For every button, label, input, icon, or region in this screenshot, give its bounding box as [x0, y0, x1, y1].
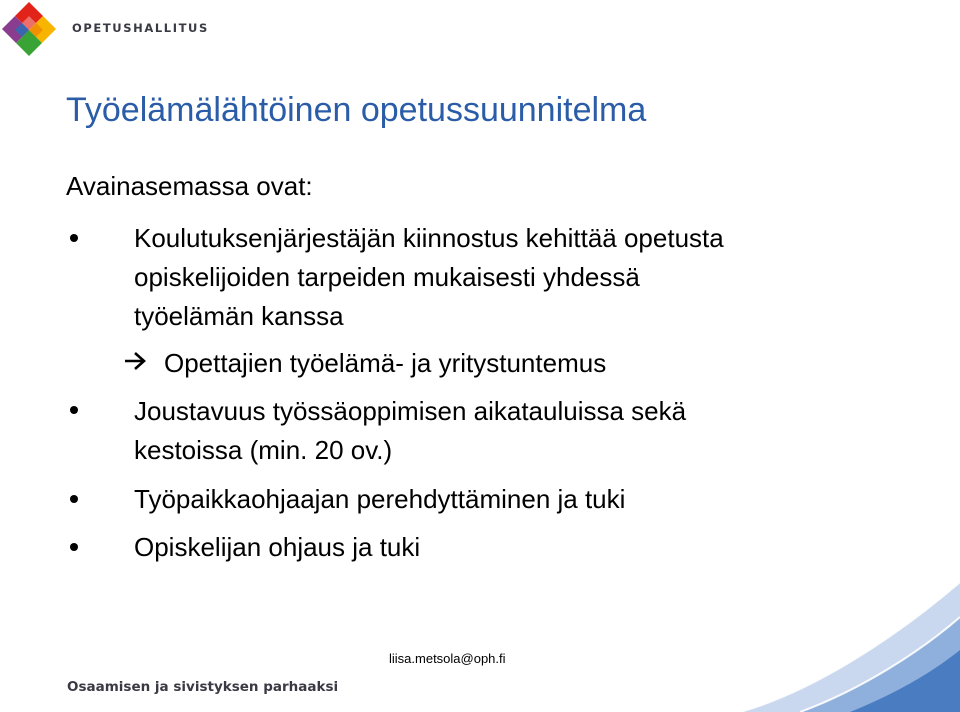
bullet-1-line-2: opiskelijoiden tarpeiden mukaisesti yhdessä — [134, 262, 640, 292]
intro-text: Avainasemassa ovat: — [66, 171, 313, 201]
bullet-4-line-1: Opiskelijan ohjaus ja tuki — [134, 532, 421, 562]
bullet-2-line-1: Joustavuus työssäoppimisen aikatauluissa sekä — [134, 396, 687, 426]
footer-email: liisa.metsola@oph.fi — [389, 651, 506, 666]
footer-tagline: Osaamisen ja sivistyksen parhaaksi — [67, 679, 339, 695]
bullet-dot — [70, 234, 78, 242]
bullet-3-line-1: Työpaikkaohjaajan perehdyttäminen ja tuki — [134, 484, 626, 514]
bullet-dot — [70, 543, 78, 551]
logo-text: OPETUSHALLITUS — [72, 21, 209, 35]
bullet-1-line-3: työelämän kanssa — [134, 301, 344, 331]
sub-point: Opettajien työelämä- ja yritystuntemus — [164, 348, 607, 378]
bullet-dot — [70, 495, 78, 503]
arrow-right-icon — [123, 351, 149, 371]
slide-title: Työelämälähtöinen opetussuunnitelma — [66, 91, 647, 129]
bullet-dot — [70, 406, 78, 414]
blue-swoosh — [740, 562, 960, 712]
bullet-1-line-1: Koulutuksenjärjestäjän kiinnostus kehittää opetusta — [134, 223, 724, 253]
bullet-2-line-2: kestoissa (min. 20 ov.) — [134, 435, 393, 465]
